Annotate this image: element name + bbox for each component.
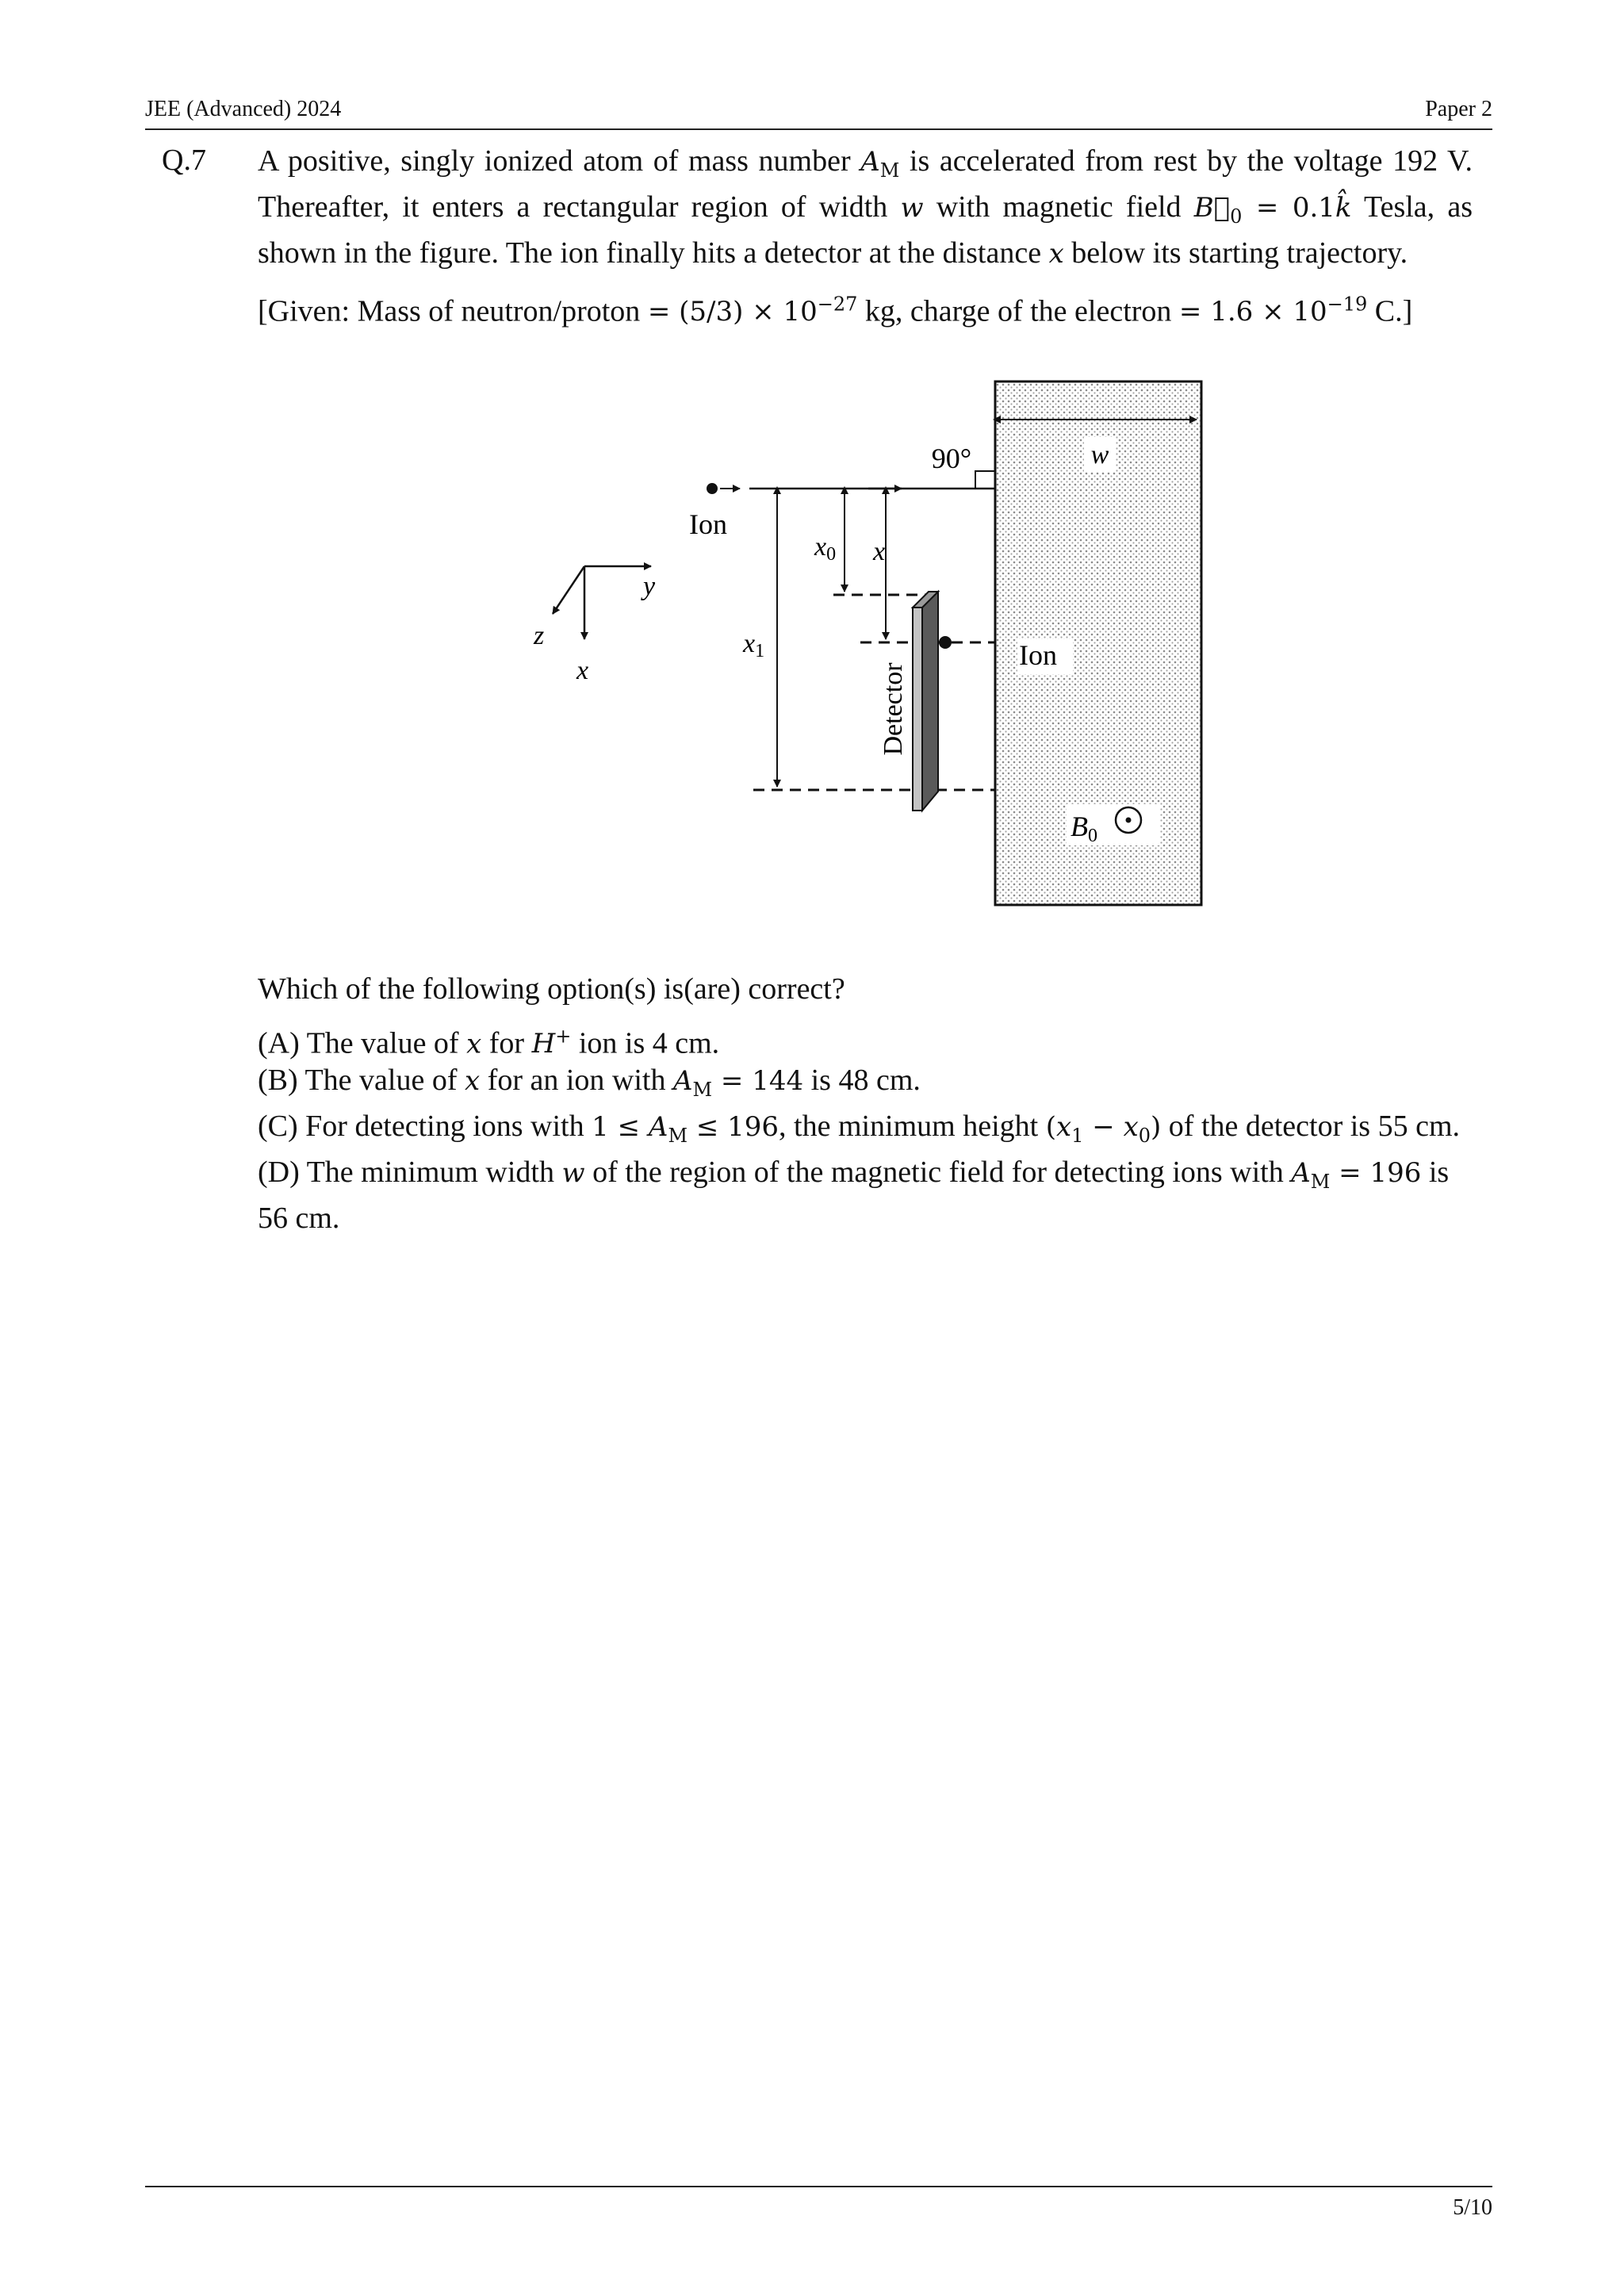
text-run: , the minimum height xyxy=(779,1110,1046,1144)
math-symbol: x xyxy=(465,1065,481,1098)
option-a xyxy=(258,1018,1473,1062)
math-expression: ( xyxy=(1045,1111,1056,1144)
math-expression: = 196 xyxy=(1330,1156,1422,1189)
text-run: with magnetic field xyxy=(923,190,1194,224)
ion-start-label: Ion xyxy=(689,508,727,540)
math-symbol: $x_1$ xyxy=(1055,1111,1084,1147)
text-run: (D) The minimum width xyxy=(258,1155,562,1189)
text-run: for an ion with xyxy=(480,1064,673,1098)
detector-face xyxy=(913,608,922,811)
text-run: (A) The value of xyxy=(258,1026,467,1060)
math-symbol: $A_M$ xyxy=(672,1065,713,1102)
text-run: [Given: Mass of neutron/proton xyxy=(258,293,648,328)
exam-title: JEE (Advanced) 2024 xyxy=(145,97,342,121)
math-expression: = $1.6 \times 10^{-19}$ xyxy=(1178,293,1368,328)
question-body xyxy=(258,143,1473,1236)
figure-ion-magnetic-field xyxy=(258,344,1473,971)
paper-label: Paper 2 xyxy=(1425,97,1492,121)
axis-y-label: y xyxy=(643,571,656,601)
math-symbol: $A_M$ xyxy=(648,1111,688,1147)
question-prompt: Which of the following option(s) is(are) correct? xyxy=(258,972,845,1006)
text-run: below its starting trajectory. xyxy=(1063,236,1408,270)
math-symbol: x xyxy=(466,1028,482,1060)
math-expression: ≤ 196 xyxy=(688,1111,779,1144)
question-stem xyxy=(258,143,1473,272)
math-expression: 1 ≤ xyxy=(592,1111,649,1144)
math-expression: = 0.1 xyxy=(1242,191,1335,224)
given-constants xyxy=(258,286,1473,330)
detector-side xyxy=(922,592,938,811)
axis-z-label: z xyxy=(534,620,545,650)
text-run: of the detector is 55 cm. xyxy=(1161,1110,1461,1144)
detector-label: Detector xyxy=(879,662,908,756)
text-run: is 48 cm. xyxy=(803,1064,921,1098)
math-symbol: H+ xyxy=(531,1025,572,1060)
text-run: of the region of the magnetic field for detecting ions with xyxy=(584,1155,1292,1189)
ion-hit-label: Ion xyxy=(1019,638,1057,671)
option-c xyxy=(258,1108,1473,1154)
text-run: for xyxy=(481,1026,532,1060)
width-label: w xyxy=(1090,439,1109,470)
math-symbol: w xyxy=(561,1156,585,1189)
x0-label: x0 xyxy=(814,531,837,565)
field-label: B0 xyxy=(1071,810,1097,846)
option-d xyxy=(258,1154,1473,1236)
text-run: (B) The value of xyxy=(258,1064,465,1098)
math-expression: = $(5/3) \times 10^{-27}$ xyxy=(647,293,858,328)
math-expression: ) xyxy=(1151,1111,1162,1144)
text-run: A positive, singly ionized atom of mass number xyxy=(258,144,861,178)
page-footer-rule xyxy=(145,2186,1492,2187)
math-expression: = 144 xyxy=(712,1065,804,1098)
figure-svg xyxy=(258,344,1473,971)
text-run: is accelerated from rest by the voltage 192 V. Thereafter, it enters a rectangular region of width xyxy=(258,144,1473,224)
math-symbol: $A_M$ xyxy=(1291,1156,1331,1193)
math-symbol: x xyxy=(1048,237,1064,270)
ion-start-dot xyxy=(707,483,718,494)
math-expression: − xyxy=(1083,1111,1124,1144)
math-symbol: $A_M$ xyxy=(860,146,900,182)
x1-label: x1 xyxy=(743,628,765,661)
option-b xyxy=(258,1062,1473,1108)
text-run: is 56 cm. xyxy=(258,1155,1450,1235)
angle-label: 90° xyxy=(931,442,972,474)
ion-hit-dot xyxy=(939,636,952,649)
text-run: Tesla, as shown in the figure. The ion finally hits a detector at the distance xyxy=(258,190,1473,270)
text-run: (C) For detecting ions with xyxy=(258,1110,592,1144)
axis-x-label: x xyxy=(576,655,589,685)
page-header xyxy=(145,97,1492,130)
question-number: Q.7 xyxy=(162,144,206,177)
text-run: ion is 4 cm. xyxy=(571,1026,720,1060)
math-symbol: k̂ xyxy=(1335,191,1352,224)
math-symbol: $x_0$ xyxy=(1123,1111,1151,1147)
math-symbol: w xyxy=(900,191,924,224)
x-label: x xyxy=(873,536,886,566)
page-number: 5/10 xyxy=(1453,2195,1492,2220)
text-run: C.] xyxy=(1367,293,1413,328)
text-run: kg, charge of the electron xyxy=(857,293,1179,328)
axis-z-arrow xyxy=(553,566,584,614)
math-symbol: $B⃗_0$ xyxy=(1193,191,1243,228)
